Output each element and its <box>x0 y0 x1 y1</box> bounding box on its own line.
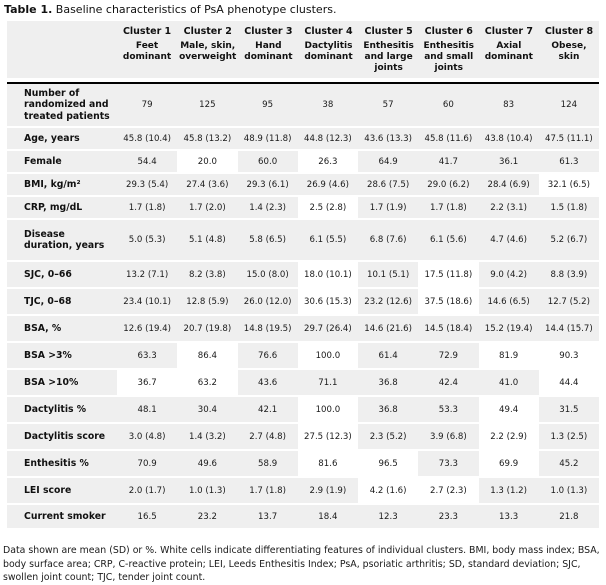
table-row <box>7 262 599 287</box>
cell: 28.4 (6.9) <box>487 179 530 190</box>
cell: 29.0 (6.2) <box>427 179 470 190</box>
column-header-cluster-7 <box>479 26 539 63</box>
baseline-characteristics-table <box>7 21 599 528</box>
cell: 38 <box>322 100 334 110</box>
cell-highlighted: 81.6 <box>298 451 358 476</box>
cell: 6.8 (7.6) <box>369 235 407 245</box>
cell: 125 <box>199 100 216 110</box>
table-title-text: Baseline characteristics of PsA phenotype clusters. <box>52 3 337 16</box>
cell: 61.3 <box>559 156 579 167</box>
cell: 23.2 <box>197 511 217 522</box>
row-label: BSA >10% <box>24 376 79 388</box>
cell: 16.5 <box>137 511 157 522</box>
cell: 43.8 (10.4) <box>484 133 533 144</box>
cell: 28.6 (7.5) <box>367 179 410 190</box>
cell: 64.9 <box>378 156 398 167</box>
cell-highlighted: 63.2 <box>177 370 237 395</box>
table-row <box>7 451 599 476</box>
cell: 45.2 <box>559 458 579 469</box>
row-label: BSA, % <box>24 322 62 334</box>
cell: 53.3 <box>438 404 458 415</box>
cell: 23.3 <box>438 511 458 522</box>
cell: 1.0 (1.3) <box>550 485 588 496</box>
cell: 5.8 (6.5) <box>249 235 287 245</box>
cell: 47.5 (11.1) <box>545 133 593 144</box>
table-header-row <box>7 21 599 78</box>
cell: 57 <box>382 100 394 110</box>
cell-highlighted: 26.3 <box>298 151 358 172</box>
cell: 14.5 (18.4) <box>424 323 473 334</box>
table-row <box>7 197 599 218</box>
cell: 2.2 (3.1) <box>490 202 528 213</box>
cell: 5.2 (6.7) <box>550 235 588 245</box>
cell: 10.1 (5.1) <box>367 269 410 280</box>
cell-highlighted: 20.0 <box>177 151 237 172</box>
table-body <box>7 84 599 528</box>
cell: 3.0 (4.8) <box>128 431 166 442</box>
cell-highlighted: 81.9 <box>479 343 539 368</box>
cell: 1.4 (2.3) <box>249 202 287 213</box>
cell: 61.4 <box>378 350 398 361</box>
cell: 5.0 (5.3) <box>128 235 166 245</box>
row-label: BSA >3% <box>24 349 72 361</box>
cluster-description: Dactylitis dominant <box>304 41 353 62</box>
cell: 14.6 (6.5) <box>487 296 530 307</box>
cell: 27.4 (3.6) <box>186 179 229 190</box>
cell-highlighted: 86.4 <box>177 343 237 368</box>
cell: 36.1 <box>499 156 519 167</box>
column-header-cluster-5 <box>359 26 419 74</box>
cell: 26.9 (4.6) <box>306 179 349 190</box>
cell: 45.8 (11.6) <box>424 133 473 144</box>
cell: 42.4 <box>438 377 458 388</box>
cell: 4.7 (4.6) <box>490 235 528 245</box>
cell: 1.7 (1.8) <box>429 202 467 213</box>
cell-highlighted: 44.4 <box>539 370 599 395</box>
cluster-name: Cluster 1 <box>122 26 172 37</box>
cell: 13.7 <box>258 511 278 522</box>
table-row <box>7 316 599 341</box>
cell: 1.7 (1.9) <box>369 202 407 213</box>
cell: 49.6 <box>197 458 217 469</box>
column-header-cluster-2 <box>177 26 238 63</box>
cell: 1.7 (1.8) <box>128 202 166 213</box>
cell-highlighted: 100.0 <box>298 343 358 368</box>
cell: 43.6 <box>258 377 278 388</box>
cell-highlighted: 69.9 <box>479 451 539 476</box>
cell: 45.8 (13.2) <box>183 133 232 144</box>
table-row <box>7 370 599 395</box>
cell: 29.3 (5.4) <box>126 179 169 190</box>
cell: 20.7 (19.8) <box>183 323 232 334</box>
column-header-cluster-3 <box>238 26 298 63</box>
cell-highlighted: 2.5 (2.8) <box>298 197 358 218</box>
cell: 72.9 <box>438 350 458 361</box>
cell: 23.2 (12.6) <box>364 296 412 307</box>
cell: 2.7 (4.8) <box>249 431 287 442</box>
cell-highlighted: 4.2 (1.6) <box>358 478 418 503</box>
cell: 124 <box>560 100 578 110</box>
cell: 95 <box>262 100 274 110</box>
cell-highlighted: 2.2 (2.9) <box>479 424 539 449</box>
cell: 21.8 <box>559 511 579 522</box>
row-label: SJC, 0–66 <box>24 268 72 280</box>
cell: 70.9 <box>137 458 157 469</box>
cell: 36.8 <box>378 404 398 415</box>
cell: 54.4 <box>137 156 157 167</box>
cell: 1.4 (3.2) <box>188 431 226 442</box>
cell-highlighted: 2.7 (2.3) <box>418 478 478 503</box>
column-header-cluster-6 <box>419 26 479 74</box>
cell: 9.0 (4.2) <box>490 269 528 280</box>
row-label: Enthesitis % <box>24 457 89 469</box>
row-label: TJC, 0–68 <box>24 295 72 307</box>
row-label: Disease duration, years <box>24 228 105 251</box>
cell-highlighted: 49.4 <box>479 397 539 422</box>
cluster-description: Hand dominant <box>244 41 293 62</box>
cluster-name: Cluster 6 <box>424 26 473 37</box>
table-row <box>7 151 599 172</box>
row-label: Dactylitis % <box>24 403 87 415</box>
cell-highlighted: 36.7 <box>117 370 177 395</box>
table-row <box>7 397 599 422</box>
cell: 1.3 (1.2) <box>490 485 528 496</box>
cluster-name: Cluster 2 <box>183 26 232 37</box>
cell: 15.0 (8.0) <box>246 269 289 280</box>
cell: 18.4 <box>318 511 338 522</box>
cluster-description: Feet dominant <box>122 41 172 62</box>
cell: 1.3 (2.5) <box>550 431 588 442</box>
cell: 83 <box>503 100 515 110</box>
table-row <box>7 174 599 195</box>
cell: 48.1 <box>137 404 157 415</box>
row-label: BMI, kg/m² <box>24 178 81 190</box>
cell: 79 <box>141 100 153 110</box>
cell: 44.8 (12.3) <box>304 133 352 144</box>
cell: 29.7 (26.4) <box>304 323 352 334</box>
table-row <box>7 478 599 503</box>
table-row <box>7 220 599 260</box>
cell: 12.8 (5.9) <box>186 296 229 307</box>
cell: 42.1 <box>258 404 278 415</box>
row-label: Female <box>24 155 62 167</box>
cell: 12.3 <box>378 511 398 522</box>
cell: 36.8 <box>378 377 398 388</box>
cell: 58.9 <box>258 458 278 469</box>
cell: 45.8 (10.4) <box>123 133 171 144</box>
cluster-name: Cluster 7 <box>484 26 533 37</box>
cell-highlighted: 90.3 <box>539 343 599 368</box>
cell: 73.3 <box>438 458 458 469</box>
cell-highlighted: 32.1 (6.5) <box>539 174 599 195</box>
cell-highlighted: 18.0 (10.1) <box>298 262 358 287</box>
cell: 30.4 <box>197 404 217 415</box>
cell: 14.6 (21.6) <box>364 323 412 334</box>
cell: 31.5 <box>559 404 579 415</box>
cell: 5.1 (4.8) <box>188 235 226 245</box>
cell: 76.6 <box>258 350 278 361</box>
cell: 60.0 <box>258 156 278 167</box>
table-row <box>7 289 599 314</box>
cluster-description: Obese, skin <box>551 41 587 62</box>
cell-highlighted: 37.5 (18.6) <box>418 289 478 314</box>
cell: 63.3 <box>137 350 157 361</box>
cell: 2.9 (1.9) <box>309 485 347 496</box>
cell-highlighted: 96.5 <box>358 451 418 476</box>
table-title <box>0 0 606 21</box>
cell: 1.5 (1.8) <box>550 202 588 213</box>
row-label: Current smoker <box>24 510 106 522</box>
cell: 23.4 (10.1) <box>123 296 171 307</box>
row-label: Number of randomized and treated patients <box>24 87 110 122</box>
cell: 14.8 (19.5) <box>243 323 292 334</box>
cluster-name: Cluster 5 <box>364 26 413 37</box>
cell: 12.7 (5.2) <box>547 296 590 307</box>
cell: 71.1 <box>318 377 338 388</box>
cell: 29.3 (6.1) <box>246 179 289 190</box>
cell: 26.0 (12.0) <box>243 296 292 307</box>
table-row <box>7 128 599 149</box>
cell: 13.2 (7.1) <box>126 269 169 280</box>
column-header-cluster-4 <box>298 26 358 63</box>
cell: 1.7 (2.0) <box>188 202 226 213</box>
cell-highlighted: 27.5 (12.3) <box>298 424 358 449</box>
cell: 2.3 (5.2) <box>369 431 407 442</box>
cell-highlighted: 30.6 (15.3) <box>298 289 358 314</box>
row-label: Dactylitis score <box>24 430 106 442</box>
cluster-description: Male, skin, overweight <box>179 41 237 62</box>
cluster-name: Cluster 3 <box>244 26 293 37</box>
cell: 6.1 (5.6) <box>429 235 467 245</box>
cell: 6.1 (5.5) <box>309 235 347 245</box>
cell: 2.0 (1.7) <box>128 485 166 496</box>
cell: 1.0 (1.3) <box>188 485 226 496</box>
cell: 8.2 (3.8) <box>188 269 226 280</box>
cell: 60 <box>442 100 454 110</box>
cell-highlighted: 100.0 <box>298 397 358 422</box>
cell: 43.6 (13.3) <box>364 133 412 144</box>
table-title-number: Table 1. <box>4 3 53 16</box>
cluster-name: Cluster 4 <box>304 26 353 37</box>
column-header-cluster-1 <box>117 26 177 63</box>
cell: 41.7 <box>438 156 458 167</box>
cell: 13.3 <box>499 511 519 522</box>
cell: 3.9 (6.8) <box>429 431 467 442</box>
table-row <box>7 505 599 528</box>
cell: 41.0 <box>499 377 519 388</box>
cell: 8.8 (3.9) <box>550 269 588 280</box>
cluster-description: Axial dominant <box>484 41 533 62</box>
row-label: LEI score <box>24 484 72 496</box>
table-footnote: Data shown are mean (SD) or %. White cells indicate differentiating features of individual clusters. BMI, body mass index; BSA, body surface area; CRP, C-reactive protein; LEI, Leeds Enthesitis Index; PsA, psoriatic arthritis; SD, standard deviation; SJC, swollen joint count; TJC, tender joint count. <box>3 545 600 584</box>
cell: 15.2 (19.4) <box>484 323 533 334</box>
cell-highlighted: 17.5 (11.8) <box>418 262 478 287</box>
cell: 12.6 (19.4) <box>123 323 171 334</box>
cluster-description: Enthesitis and small joints <box>423 41 474 73</box>
cell: 1.7 (1.8) <box>249 485 287 496</box>
table-row <box>7 424 599 449</box>
cluster-description: Enthesitis and large joints <box>363 41 414 73</box>
column-header-cluster-8 <box>539 26 599 63</box>
table-row <box>7 343 599 368</box>
cell: 14.4 (15.7) <box>545 323 593 334</box>
row-label: CRP, mg/dL <box>24 201 83 213</box>
cell: 48.9 (11.8) <box>243 133 292 144</box>
cluster-name: Cluster 8 <box>544 26 594 37</box>
table-row <box>7 84 599 126</box>
row-label: Age, years <box>24 132 80 144</box>
